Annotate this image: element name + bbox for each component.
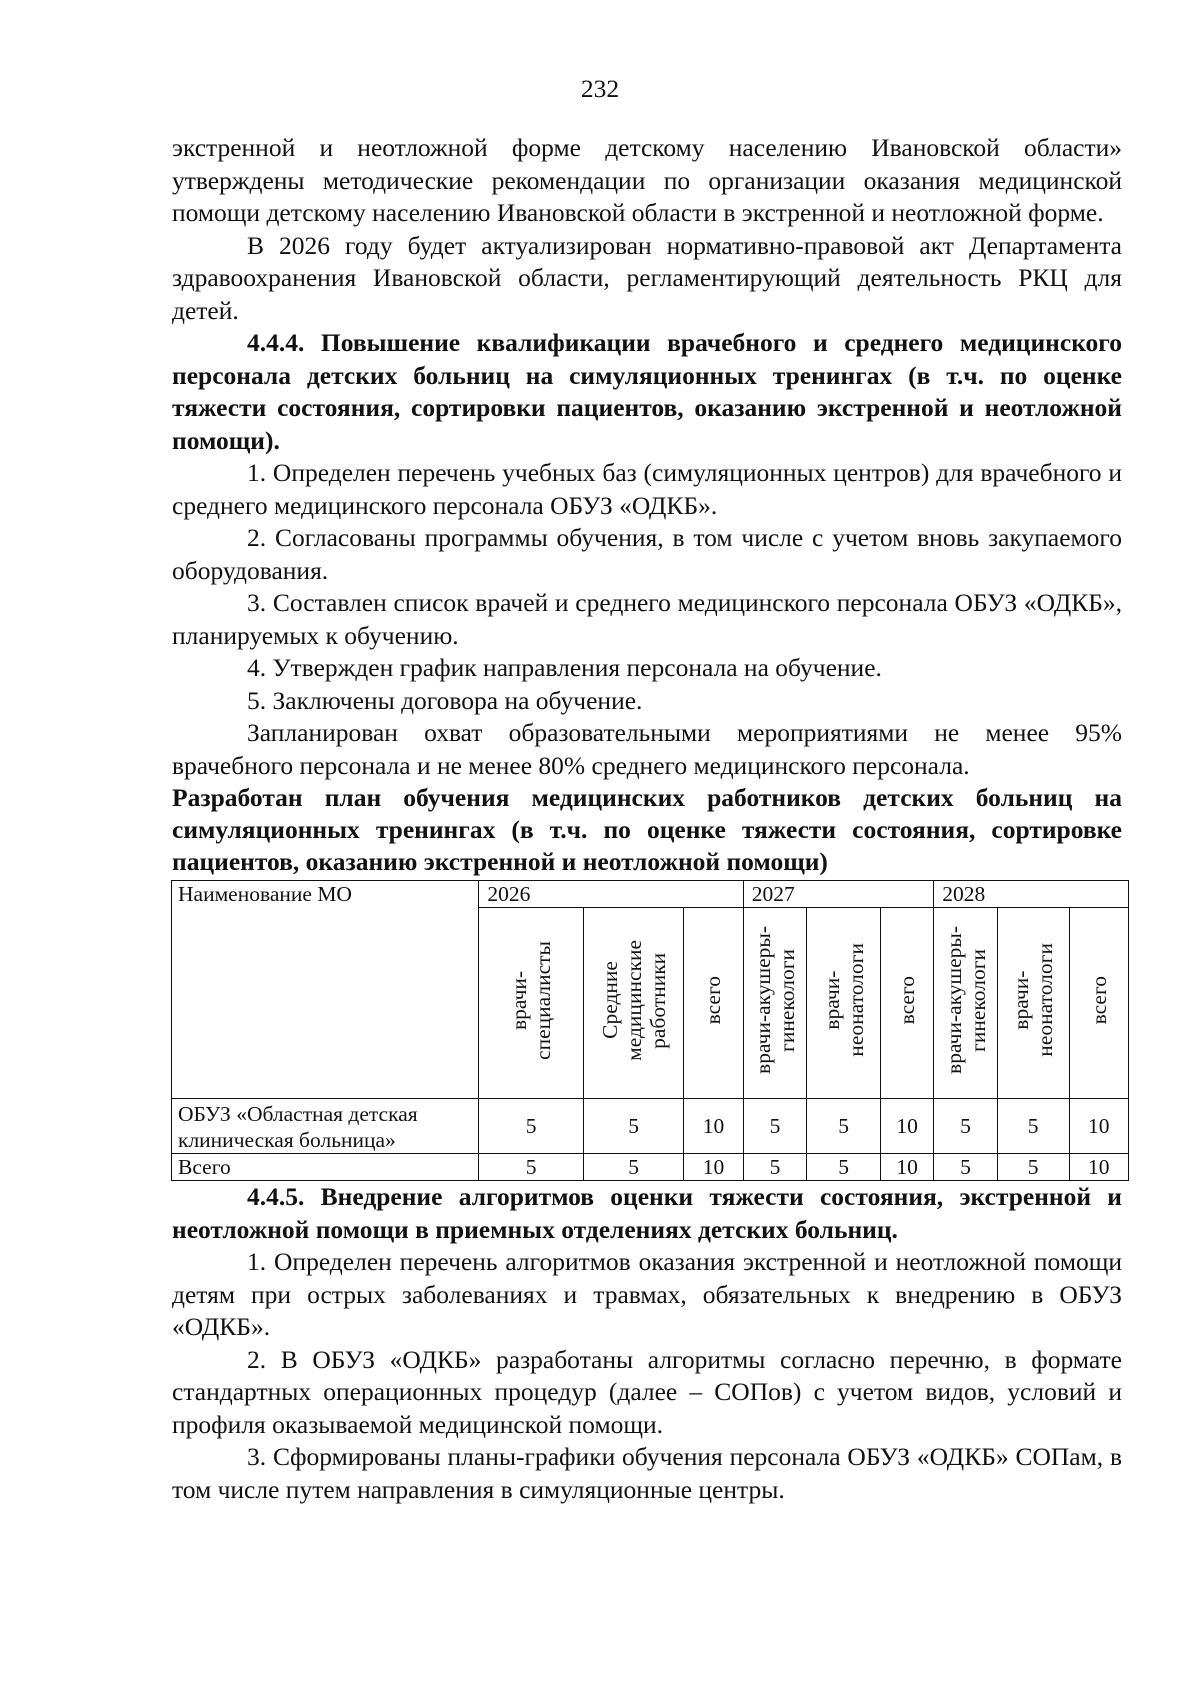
column-subheader: врачи-акушеры- гинекологи — [934, 908, 998, 1099]
table-cell: 5 — [583, 1099, 683, 1154]
list-item: 2. Согласованы программы обучения, в том числе с учетом вновь закупаемого оборудования. — [172, 523, 1122, 585]
table-cell: 5 — [807, 1154, 881, 1181]
coverage-paragraph: Запланирован охват образовательными мероприятиями не менее 95% врачебного персонала и не менее 80% среднего медицинского персонала. — [172, 718, 1122, 780]
table-cell: 5 — [997, 1154, 1069, 1181]
row-name: Всего — [172, 1154, 479, 1181]
table-cell: 5 — [479, 1099, 584, 1154]
intro-paragraph: экстренной и неотложной форме детскому населению Ивановской области» утверждены методические рекомендации по организации оказания медицинской помощи детскому населению Ивановской области в экстренной и неотложной форме. — [172, 133, 1122, 227]
column-subheader: всего — [880, 908, 933, 1099]
list-item: 2. В ОБУЗ «ОДКБ» разработаны алгоритмы согласно перечню, в формате стандартных операционных процедур (далее – СОПов) с учетом видов, условий и профиля оказываемой медицинской помощи. — [172, 1344, 1122, 1439]
column-subheader: врачи- неонатологи — [997, 908, 1069, 1099]
table-cell: 5 — [583, 1154, 683, 1181]
list-item: 1. Определен перечень учебных баз (симуляционных центров) для врачебного и среднего медицинского персонала ОБУЗ «ОДКБ». — [172, 458, 1122, 520]
column-header-name: Наименование МО — [172, 881, 479, 1099]
column-subheader: всего — [684, 908, 743, 1099]
table-cell: 10 — [684, 1154, 743, 1181]
table-cell: 5 — [479, 1154, 584, 1181]
column-subheader: врачи-акушеры- гинекологи — [743, 908, 807, 1099]
table-row — [172, 1099, 1129, 1154]
table-cell: 5 — [743, 1154, 807, 1181]
column-subheader: врачи- специалисты — [479, 908, 584, 1099]
table-cell: 10 — [880, 1099, 933, 1154]
page-content — [172, 132, 1122, 1506]
row-name: ОБУЗ «Областная детская клиническая больница» — [172, 1099, 479, 1154]
table-cell: 10 — [880, 1154, 933, 1181]
list-item: 1. Определен перечень алгоритмов оказания экстренной и неотложной помощи детям при острых заболеваниях и травмах, обязательных к внедрению в ОБУЗ «ОДКБ». — [172, 1247, 1122, 1341]
section-heading-4-4-4: 4.4.4. Повышение квалификации врачебного и среднего медицинского персонала детских больниц на симуляционных тренингах (в т.ч. по оценке тяжести состояния, сортировки пациентов, оказанию экстренной и неотложной помощи). — [172, 328, 1122, 455]
table-cell: 5 — [934, 1154, 998, 1181]
year-header: 2027 — [743, 881, 934, 908]
column-subheader: врачи- неонатологи — [807, 908, 881, 1099]
year-header: 2028 — [934, 881, 1129, 908]
column-subheader: всего — [1069, 908, 1129, 1099]
page-number: 232 — [580, 74, 620, 103]
table-cell: 10 — [1069, 1099, 1129, 1154]
list-item: 5. Заключены договора на обучение. — [247, 685, 643, 715]
table-header-row — [172, 881, 1129, 908]
list-item: 4. Утвержден график направления персонала на обучение. — [247, 653, 882, 682]
table-cell: 10 — [1069, 1154, 1129, 1181]
list-item: 3. Составлен список врачей и среднего медицинского персонала ОБУЗ «ОДКБ», планируемых к обучению. — [172, 588, 1122, 650]
table-total-row — [172, 1154, 1129, 1181]
column-subheader: Средние медицинские работники — [583, 908, 683, 1099]
table-caption: Разработан план обучения медицинских работников детских больниц на симуляционных тренингах (в т.ч. по оценке тяжести состояния, сортировке пациентов, оказанию экстренной и неотложной помощи) — [172, 783, 1122, 876]
table-cell: 5 — [997, 1099, 1069, 1154]
table-cell: 10 — [684, 1099, 743, 1154]
section-heading-4-4-5: 4.4.5. Внедрение алгоритмов оценки тяжести состояния, экстренной и неотложной помощи в приемных отделениях детских больниц. — [172, 1182, 1122, 1244]
intro-paragraph: В 2026 году будет актуализирован нормативно-правовой акт Департамента здравоохранения Ивановской области, регламентирующий деятельность РКЦ для детей. — [172, 230, 1122, 325]
year-header: 2026 — [479, 881, 743, 908]
table-cell: 5 — [743, 1099, 807, 1154]
table-cell: 5 — [807, 1099, 881, 1154]
list-item: 3. Сформированы планы-графики обучения персонала ОБУЗ «ОДКБ» СОПам, в том числе путем направления в симуляционные центры. — [172, 1442, 1122, 1504]
table-cell: 5 — [934, 1099, 998, 1154]
training-plan-table — [171, 880, 1129, 1181]
